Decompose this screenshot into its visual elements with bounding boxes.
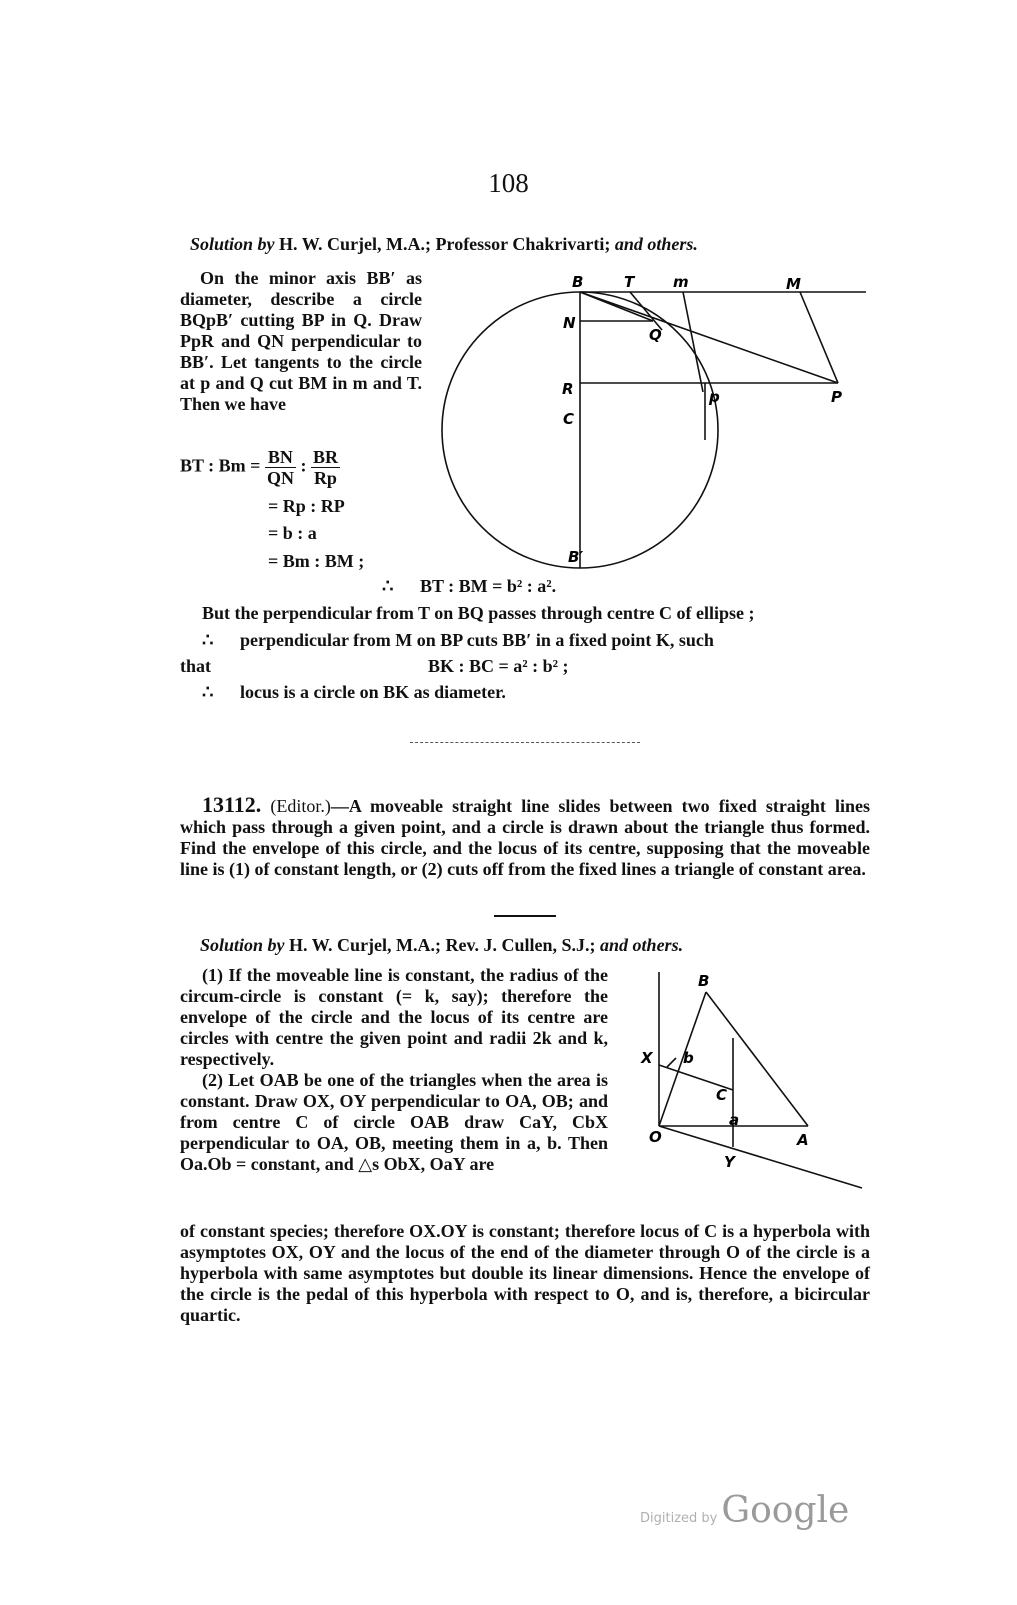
solution-2-para-2: (2) Let OAB be one of the triangles when the area is constant. Draw OX, OY perpendicular to OA, OB; and from centre C of circle OAB draw CaY, CbX perpendicular to OA, OB, meeting them in a, b. Then Oa.Ob = constant, and △s ObX, OaY are bbox=[180, 1070, 608, 1174]
solution-by-label: Solution by bbox=[200, 935, 285, 955]
google-watermark bbox=[640, 1490, 849, 1531]
line-ba bbox=[706, 992, 808, 1126]
label-c: C bbox=[716, 1086, 728, 1104]
label-p: P bbox=[831, 388, 842, 406]
therefore-symbol: ∴ bbox=[202, 630, 214, 650]
conclusion-line-1: But the perpendicular from T on BQ passes through centre C of ellipse ; bbox=[202, 603, 755, 623]
short-rule bbox=[494, 915, 556, 917]
label-a: A bbox=[797, 1131, 809, 1149]
label-p-small: p bbox=[709, 388, 720, 406]
therefore-symbol: ∴ bbox=[382, 576, 394, 596]
solution-heading-1 bbox=[190, 234, 698, 255]
label-o: O bbox=[649, 1128, 662, 1146]
solution-2-para-3: of constant species; therefore OX.OY is constant; therefore locus of C is a hyperbola with asymptotes OX, OY and the locus of the end of the diameter through O of the circle is a hyperbola with same asymptotes but double its linear dimensions. Hence the envelope of the circle is the pedal of this hyperbola with respect to O, and is, therefore, a bicircular quartic. bbox=[180, 1221, 870, 1325]
label-t: T bbox=[624, 273, 635, 291]
equation-3: = b : a bbox=[268, 523, 317, 543]
conclusion-line-2 bbox=[202, 630, 714, 651]
fraction-denominator: QN bbox=[266, 468, 294, 488]
label-b: B bbox=[572, 273, 584, 291]
solution-others: and others. bbox=[614, 234, 698, 254]
label-b-prime: B′ bbox=[568, 548, 584, 566]
section-separator bbox=[410, 742, 640, 749]
fraction-numerator: BN bbox=[265, 447, 296, 468]
solution-author: H. W. Curjel, M.A.; bbox=[289, 935, 442, 955]
eq-colon: : bbox=[300, 455, 307, 476]
solution-by-label: Solution by bbox=[190, 234, 275, 254]
label-m-small: m bbox=[673, 273, 689, 291]
tick-mark bbox=[667, 1058, 676, 1067]
fraction-br-rp bbox=[311, 447, 340, 488]
eq-left: BT : Bm = bbox=[180, 455, 261, 476]
page-number: 108 bbox=[488, 168, 529, 198]
conclusion-line-4 bbox=[202, 682, 506, 703]
problem-text: —A moveable straight line slides between two fixed straight lines which pass through a given point, and a circle is drawn about the triangle thus formed. Find the envelope of this circle, and the locus of its centre, supposing that the moveable line is (1) of constant length, or (2) cuts off from the fixed lines a triangle of constant area. bbox=[180, 796, 870, 879]
solution-2-column bbox=[180, 965, 608, 1175]
triangle-figure bbox=[630, 960, 870, 1195]
equation-4: = Bm : BM ; bbox=[268, 551, 365, 571]
solution-others: and others. bbox=[600, 935, 684, 955]
line-oy bbox=[659, 1126, 862, 1188]
problem-paragraph bbox=[180, 794, 870, 880]
line-bp bbox=[580, 292, 838, 383]
label-r: R bbox=[562, 380, 574, 398]
problem-number: 13112. bbox=[202, 792, 262, 817]
label-x: X bbox=[641, 1049, 653, 1067]
therefore-symbol: ∴ bbox=[202, 682, 214, 702]
digitized-by-label: Digitized by bbox=[640, 1511, 718, 1526]
paragraph-text: On the minor axis BB′ as diameter, describe a circle BQpB′ cutting BP in Q. Draw PpR and QN perpendicular to BB′. Let tangents to the circle at p and Q cut BM in m and T. Then we have bbox=[180, 268, 422, 414]
solution-heading-2 bbox=[200, 935, 683, 956]
label-n: N bbox=[563, 314, 576, 332]
fraction-denominator: Rp bbox=[313, 468, 337, 488]
solution-1-paragraph bbox=[180, 268, 422, 415]
label-m: M bbox=[786, 275, 801, 293]
label-b: B bbox=[698, 972, 710, 990]
conclusion-line-4-text: locus is a circle on BK as diameter. bbox=[239, 682, 506, 702]
label-y: Y bbox=[724, 1153, 735, 1171]
solution-2-continuation bbox=[180, 1221, 870, 1326]
google-logo: Google bbox=[721, 1490, 850, 1531]
line-mp bbox=[800, 292, 838, 383]
solution-contributor: Rev. J. Cullen, S.J.; bbox=[445, 935, 596, 955]
ellipse-circle-figure bbox=[440, 268, 880, 578]
label-c: C bbox=[563, 410, 575, 428]
solution-contributor: Professor Chakrivarti; bbox=[435, 234, 611, 254]
problem-editor: (Editor.) bbox=[270, 796, 331, 816]
conclusion-line-2-text: perpendicular from M on BP cuts BB′ in a fixed point K, such bbox=[239, 630, 714, 650]
equation-5-text: BT : BM = b² : a². bbox=[419, 576, 557, 596]
equation-1 bbox=[180, 447, 340, 488]
fraction-bn-qn bbox=[265, 447, 296, 488]
conclusion-line-3-lead: that bbox=[180, 656, 211, 676]
solution-author: H. W. Curjel, M.A.; bbox=[279, 234, 432, 254]
label-a-small: a bbox=[729, 1111, 740, 1129]
equation-5 bbox=[382, 576, 556, 597]
solution-2-para-1: (1) If the moveable line is constant, the radius of the circum-circle is constant (= k, say); therefore the envelope of the circle and the locus of its centre are circles with centre the given point and radii 2k and k, respectively. bbox=[180, 965, 608, 1069]
label-b-small: b bbox=[683, 1049, 694, 1067]
fraction-numerator: BR bbox=[312, 447, 338, 467]
label-q: Q bbox=[649, 326, 662, 344]
equation-2: = Rp : RP bbox=[268, 496, 345, 516]
conclusion-line-3-equation: BK : BC = a² : b² ; bbox=[428, 656, 569, 676]
problem-13112 bbox=[180, 794, 870, 880]
